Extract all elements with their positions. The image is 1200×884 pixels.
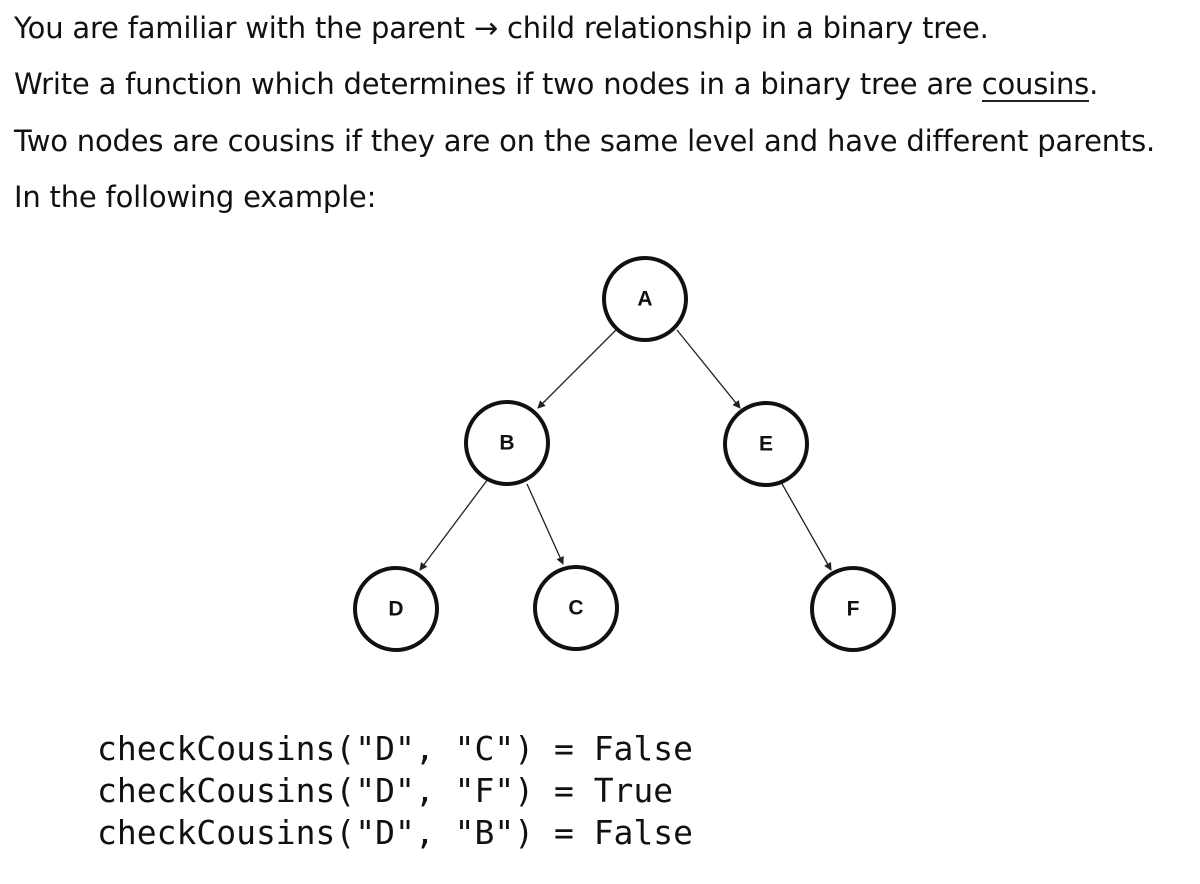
example-line-1: checkCousins("D", "C") = False [97, 729, 694, 768]
tree-node-d [355, 568, 437, 650]
intro-line-4: In the following example: [14, 180, 377, 214]
tree-node-c [535, 567, 617, 649]
example-line-2: checkCousins("D", "F") = True [97, 771, 674, 810]
intro-line-2-period: . [1089, 67, 1099, 101]
tree-node-e [725, 403, 807, 485]
edge-a-b [538, 330, 616, 408]
intro-line-2-text: Write a function which determines if two nodes in a binary tree are [14, 67, 982, 101]
node-label-e: E [758, 432, 774, 456]
edge-b-d [420, 479, 488, 570]
intro-line-1: You are familiar with the parent → child relationship in a binary tree. [14, 11, 989, 45]
node-label-f: F [846, 597, 860, 621]
edge-e-f [781, 482, 831, 570]
example-calls [97, 728, 693, 854]
edge-a-e [677, 330, 740, 408]
node-label-c: C [568, 596, 584, 620]
edge-b-c [527, 484, 563, 564]
tree-node-a [604, 258, 686, 340]
intro-line-3: Two nodes are cousins if they are on the same level and have different parents. [14, 124, 1155, 158]
example-line-3: checkCousins("D", "B") = False [97, 813, 694, 852]
tree-node-f [812, 568, 894, 650]
node-label-a: A [637, 287, 653, 311]
tree-node-b [466, 402, 548, 484]
node-label-d: D [388, 597, 404, 621]
node-label-b: B [499, 431, 515, 455]
cousins-term: cousins [981, 67, 1090, 101]
